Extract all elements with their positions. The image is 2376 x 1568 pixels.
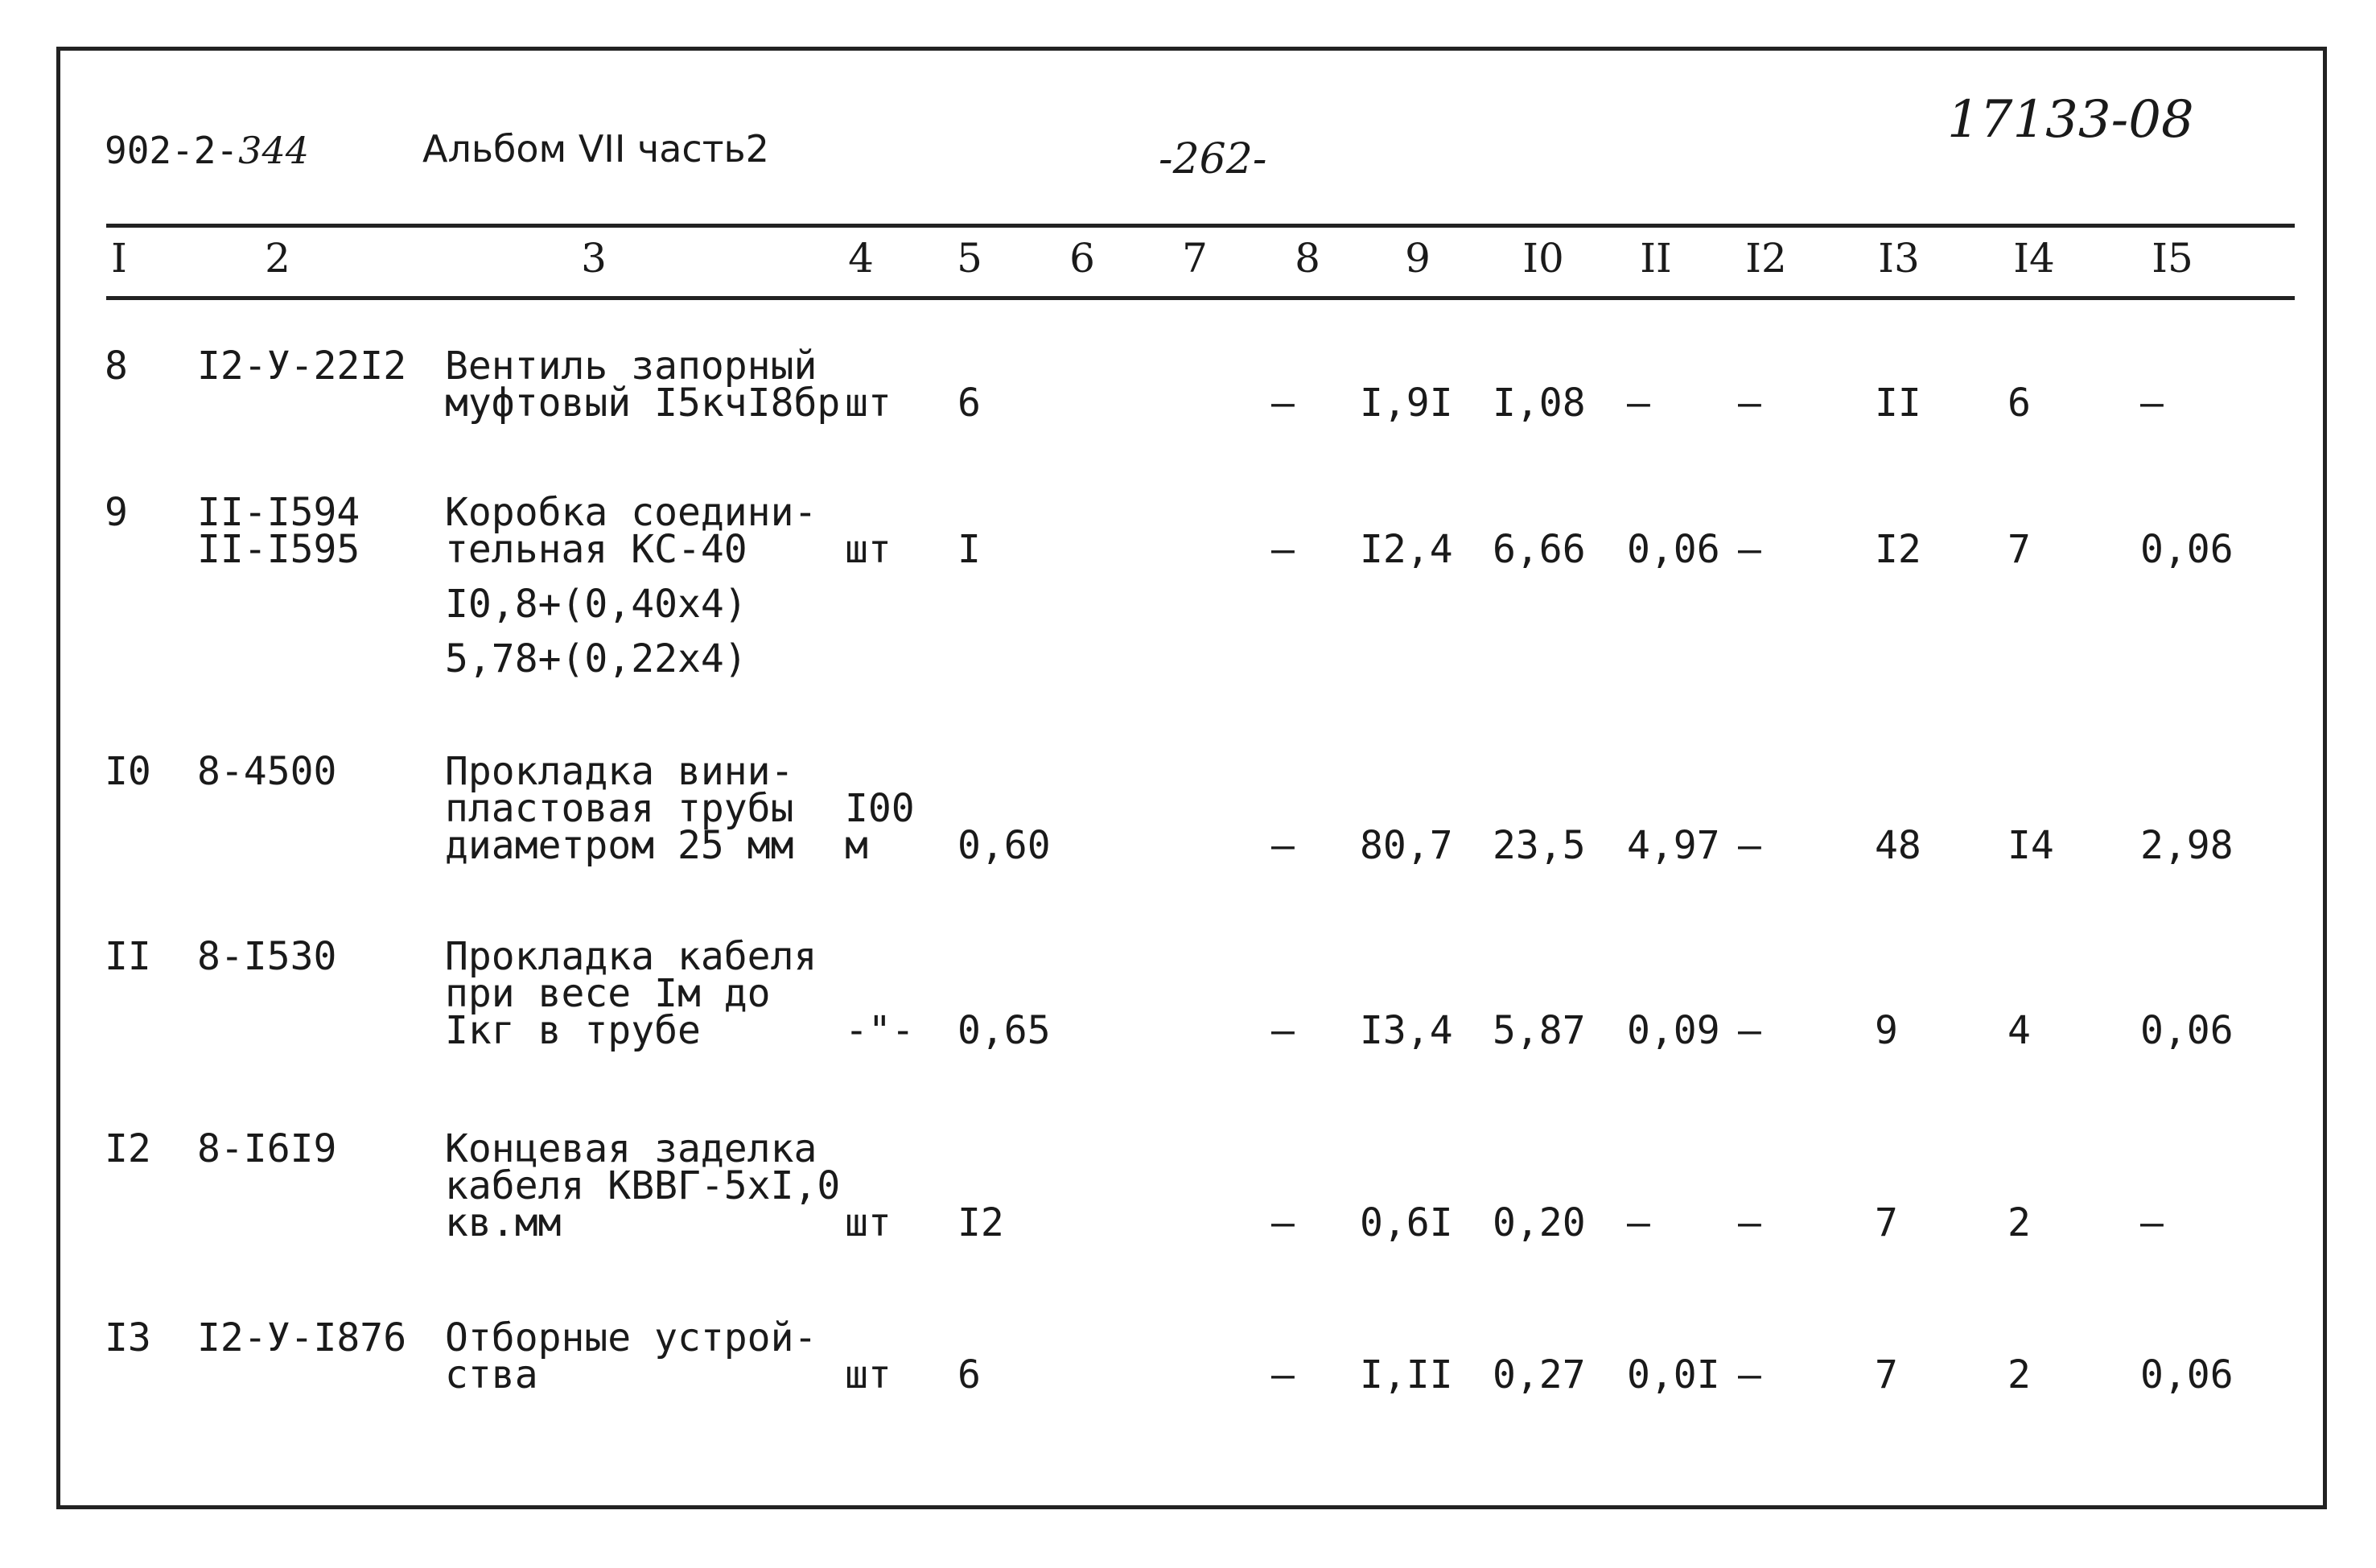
- item-name: [445, 934, 817, 1053]
- resource-code: I2-У-22I2: [197, 344, 407, 389]
- value-c13: I2: [1875, 527, 1921, 572]
- row-number: I3: [105, 1315, 151, 1360]
- value-c13: 48: [1875, 823, 1921, 868]
- value-c14: 7: [2007, 527, 2031, 572]
- item-name-line: кв.мм: [445, 1200, 562, 1245]
- value-c14: 4: [2007, 1008, 2031, 1053]
- value-c9: 0,6I: [1360, 1200, 1453, 1245]
- value-c9: 80,7: [1360, 823, 1453, 868]
- item-name-line: Коробка соедини-: [445, 490, 817, 535]
- column-number: I3: [1878, 235, 1920, 282]
- item-name-line: Отборные устрой-: [445, 1315, 817, 1360]
- value-c15: 2,98: [2140, 823, 2234, 868]
- item-name: [445, 344, 841, 426]
- value-c13: 9: [1875, 1008, 1898, 1053]
- value-c12: –: [1738, 527, 1761, 572]
- value-c11: 0,0I: [1627, 1352, 1720, 1397]
- header-top-rule: [106, 224, 2295, 228]
- document-code-handwritten: 344: [238, 129, 309, 172]
- column-number: 6: [1069, 235, 1095, 282]
- value-c8: –: [1271, 527, 1295, 572]
- document-code: [105, 129, 309, 172]
- value-c5: 6: [957, 1352, 981, 1397]
- unit: -"-: [845, 1008, 915, 1053]
- value-c11: 0,09: [1627, 1008, 1720, 1053]
- value-c5: I: [957, 527, 981, 572]
- value-c5: 6: [957, 381, 981, 426]
- item-name-line: при весе Iм до: [445, 971, 771, 1016]
- value-c12: –: [1738, 1352, 1761, 1397]
- value-c15: –: [2140, 1200, 2164, 1245]
- column-number: II: [1640, 235, 1672, 282]
- resource-code: 8-I6I9: [197, 1126, 337, 1171]
- unit: шт: [845, 1352, 892, 1397]
- item-name-line: Вентиль запорный: [445, 344, 817, 389]
- item-name-line: Концевая заделка: [445, 1126, 817, 1171]
- item-formula-line: I0,8+(0,40x4): [445, 582, 747, 627]
- document-code-prefix: 902-2-: [105, 129, 239, 172]
- item-name-line: Прокладка вини-: [445, 749, 794, 794]
- column-number: 8: [1295, 235, 1320, 282]
- column-number: 7: [1182, 235, 1208, 282]
- value-c12: –: [1738, 381, 1761, 426]
- value-c10: I,08: [1493, 381, 1586, 426]
- value-c9: I,9I: [1360, 381, 1453, 426]
- value-c12: –: [1738, 823, 1761, 868]
- item-name: [445, 1315, 817, 1397]
- column-number: 2: [265, 235, 290, 282]
- value-c10: 6,66: [1493, 527, 1586, 572]
- value-c10: 0,27: [1493, 1352, 1586, 1397]
- row-number: 8: [105, 344, 128, 389]
- value-c13: II: [1875, 381, 1921, 426]
- document-number: 17133-08: [1947, 90, 2194, 150]
- column-number: 5: [957, 235, 982, 282]
- item-name-line: Прокладка кабеля: [445, 934, 817, 979]
- page-number: -262-: [1159, 135, 1267, 183]
- item-name-line: кабеля КВВГ-5хI,0: [445, 1163, 841, 1208]
- value-c13: 7: [1875, 1352, 1898, 1397]
- item-name-line: ства: [445, 1352, 538, 1397]
- value-c8: –: [1271, 1200, 1295, 1245]
- item-formula-line: 5,78+(0,22x4): [445, 636, 747, 681]
- item-name-line: пластовая трубы: [445, 786, 794, 831]
- value-c15: –: [2140, 381, 2164, 426]
- column-number: 3: [581, 235, 607, 282]
- value-c9: I2,4: [1360, 527, 1453, 572]
- unit: шт: [845, 381, 892, 426]
- value-c11: 0,06: [1627, 527, 1720, 572]
- column-number: I2: [1745, 235, 1787, 282]
- value-c8: –: [1271, 381, 1295, 426]
- unit: I00 м: [845, 786, 915, 868]
- row-number: II: [105, 934, 151, 979]
- value-c13: 7: [1875, 1200, 1898, 1245]
- value-c11: 4,97: [1627, 823, 1720, 868]
- unit: шт: [845, 527, 892, 572]
- value-c8: –: [1271, 1352, 1295, 1397]
- column-number: I0: [1522, 235, 1564, 282]
- value-c14: I4: [2007, 823, 2054, 868]
- value-c11: –: [1627, 381, 1650, 426]
- item-name: [445, 490, 817, 681]
- item-name-line: диаметром 25 мм: [445, 823, 794, 868]
- column-number: I4: [2013, 235, 2055, 282]
- value-c14: 2: [2007, 1352, 2031, 1397]
- item-name-line: Iкг в трубе: [445, 1008, 701, 1053]
- resource-code: II-I594 II-I595: [197, 490, 360, 572]
- album-label: Альбом VII часть2: [422, 127, 769, 171]
- resource-code: 8-I530: [197, 934, 337, 979]
- item-name: [445, 749, 794, 868]
- unit: шт: [845, 1200, 892, 1245]
- column-number: I5: [2152, 235, 2193, 282]
- column-number: 4: [848, 235, 874, 282]
- value-c10: 23,5: [1493, 823, 1586, 868]
- value-c12: –: [1738, 1200, 1761, 1245]
- value-c10: 5,87: [1493, 1008, 1586, 1053]
- value-c14: 2: [2007, 1200, 2031, 1245]
- column-number: I: [111, 235, 127, 282]
- value-c8: –: [1271, 1008, 1295, 1053]
- row-number: 9: [105, 490, 128, 535]
- item-name: [445, 1126, 841, 1245]
- value-c15: 0,06: [2140, 527, 2234, 572]
- value-c9: I3,4: [1360, 1008, 1453, 1053]
- resource-code: 8-4500: [197, 749, 337, 794]
- value-c5: 0,60: [957, 823, 1051, 868]
- header-bottom-rule: [106, 296, 2295, 300]
- column-number: 9: [1405, 235, 1431, 282]
- value-c11: –: [1627, 1200, 1650, 1245]
- value-c14: 6: [2007, 381, 2031, 426]
- row-number: I0: [105, 749, 151, 794]
- value-c5: I2: [957, 1200, 1004, 1245]
- value-c12: –: [1738, 1008, 1761, 1053]
- value-c8: –: [1271, 823, 1295, 868]
- value-c15: 0,06: [2140, 1352, 2234, 1397]
- row-number: I2: [105, 1126, 151, 1171]
- value-c5: 0,65: [957, 1008, 1051, 1053]
- item-name-line: муфтовый I5кчI8бр: [445, 381, 841, 426]
- item-name-line: тельная КС-40: [445, 527, 747, 572]
- resource-code: I2-У-I876: [197, 1315, 407, 1360]
- value-c15: 0,06: [2140, 1008, 2234, 1053]
- value-c9: I,II: [1360, 1352, 1453, 1397]
- value-c10: 0,20: [1493, 1200, 1586, 1245]
